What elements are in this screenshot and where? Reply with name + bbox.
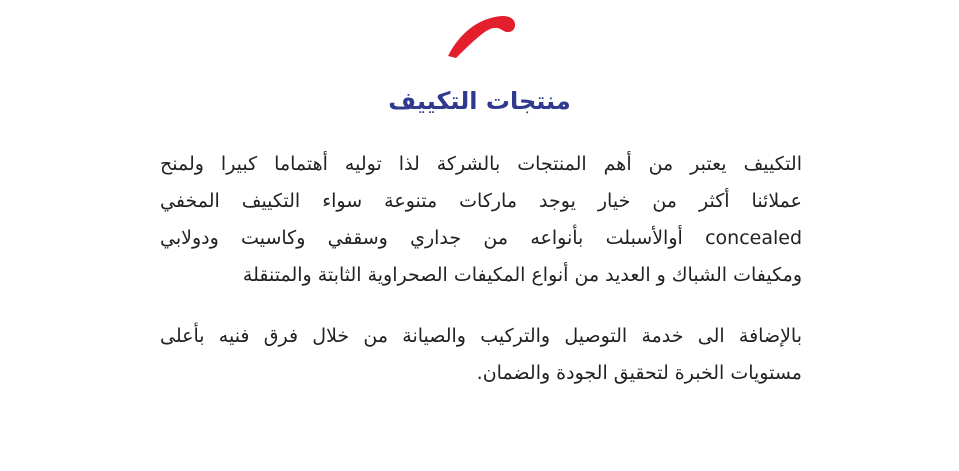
- page-title: منتجات التكييف: [388, 87, 571, 115]
- paragraph-2-line-2: مستويات الخبرة لتحقيق الجودة والضمان.: [476, 362, 802, 384]
- paragraph-1-line-4: ومكيفات الشباك و العديد من أنواع المكيفات الصحراوية الثابتة والمتنقلة: [242, 264, 802, 286]
- paragraph-1-line-1: التكييف يعتبر من أهم المنتجات بالشركة لذا توليه أهتماما كبيرا ولمنح: [160, 153, 802, 175]
- brand-swoosh-icon: [444, 12, 518, 60]
- paragraph-1-line-2: عملائنا أكثر من خيار يوجد ماركات متنوعة سواء التكييف المخفي: [160, 190, 802, 212]
- description-paragraph-2: [160, 318, 802, 392]
- description-content: [160, 146, 802, 392]
- paragraph-2-line-1: بالإضافة الى خدمة التوصيل والتركيب والصيانة من خلال فرق فنيه بأعلى: [160, 325, 802, 347]
- paragraph-1-line-3: concealed أوالأسبلت بأنواعه من جداري وسقفي وكاسيت ودولابي: [160, 227, 802, 249]
- description-paragraph-1: [160, 146, 802, 294]
